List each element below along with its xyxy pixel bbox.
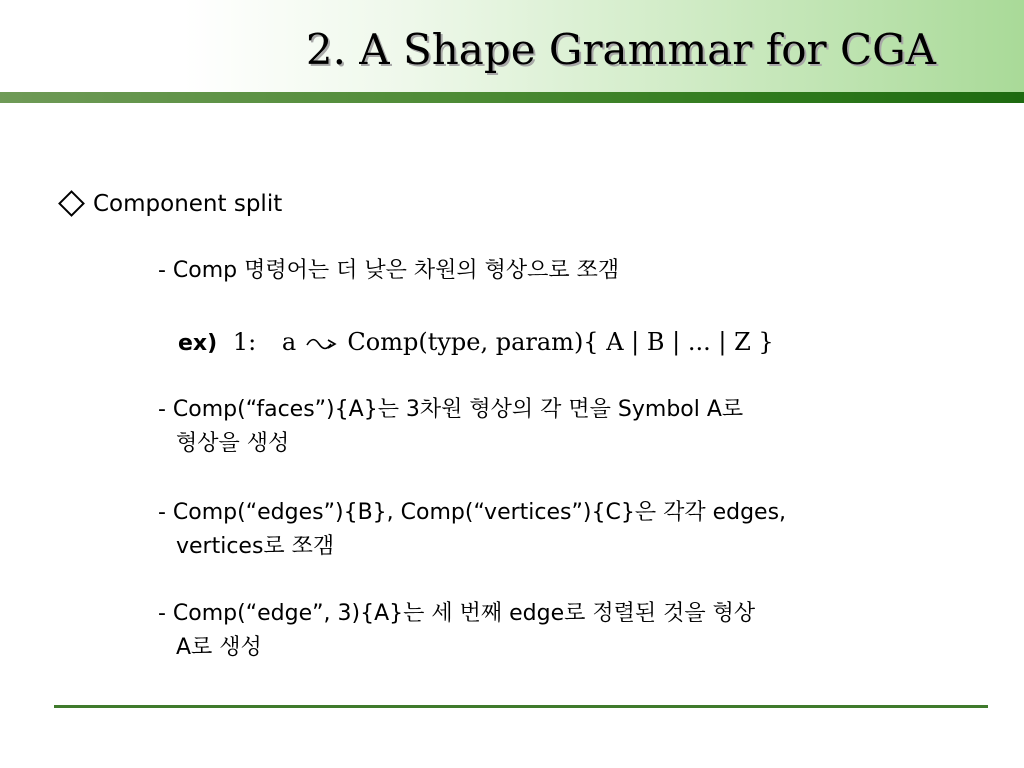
list-item-continuation: A로 생성: [176, 635, 262, 660]
header-bar: [0, 92, 1024, 103]
formula-lhs: a: [281, 328, 297, 356]
formula-number: 1:: [232, 328, 257, 356]
formula-prefix: ex): [178, 331, 218, 356]
footer-divider: [54, 705, 988, 708]
diamond-bullet-icon: [58, 190, 85, 217]
formula-rhs: Comp(type, param){ A | B | ... | Z }: [347, 328, 774, 356]
list-item-text: - Comp(“edges”){B}, Comp(“vertices”){C}은 각각 edges,: [158, 500, 787, 525]
list-item-text: - Comp 명령어는 더 낮은 차원의 형상으로 쪼갬: [158, 258, 620, 283]
section-heading-text: Component split: [93, 191, 283, 217]
formula-example: [178, 322, 774, 364]
list-item-continuation: vertices로 쪼갬: [176, 534, 335, 559]
list-item: [158, 496, 786, 564]
squiggly-arrow-icon: [306, 324, 338, 364]
list-item: [158, 597, 755, 665]
section-heading: [56, 186, 282, 222]
page-title: 2. A Shape Grammar for CGA: [305, 25, 936, 74]
list-item: [158, 254, 619, 288]
list-item-text: - Comp(“edge”, 3){A}는 세 번째 edge로 정렬된 것을 형상: [158, 601, 756, 626]
list-item-text: - Comp(“faces”){A}는 3차원 형상의 각 면을 Symbol A로: [158, 397, 744, 422]
list-item: [158, 393, 743, 461]
list-item-continuation: 형상을 생성: [176, 431, 290, 456]
